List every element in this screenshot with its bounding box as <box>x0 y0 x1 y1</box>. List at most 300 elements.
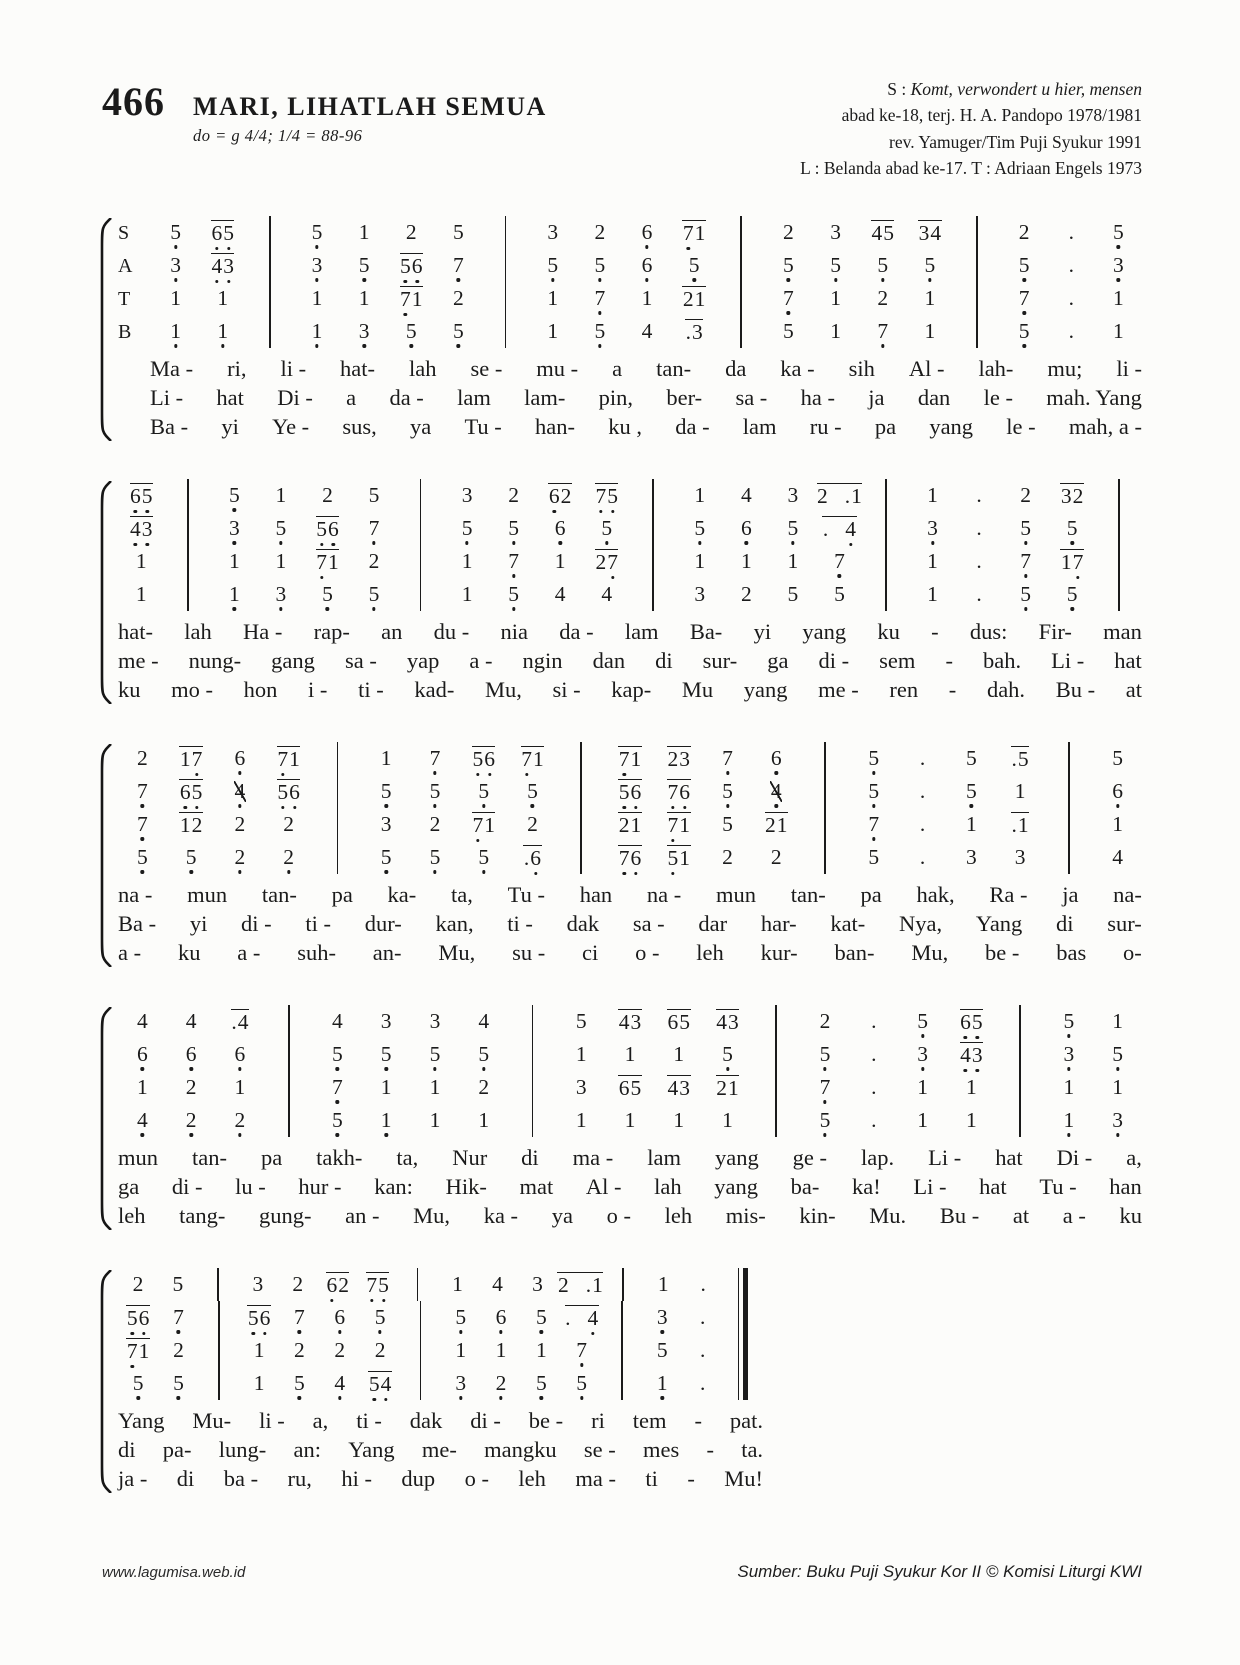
note-token <box>217 318 229 343</box>
lyric-syllable: leh <box>118 1203 146 1228</box>
note-token <box>137 745 149 770</box>
note-token <box>137 811 149 836</box>
lyric-syllable: sem <box>879 648 916 673</box>
note-digit: 1 <box>694 482 706 507</box>
lyric-syllable: han <box>1109 1174 1142 1199</box>
note-digit: 3 <box>358 318 370 343</box>
note-token <box>234 778 246 803</box>
note-digit: 1 <box>694 548 706 573</box>
note-token <box>1063 1107 1075 1132</box>
note-digit: 2 <box>137 745 148 770</box>
lyric-syllable: ku <box>1119 1203 1142 1228</box>
lyric-syllable: lah- <box>978 356 1014 381</box>
note-digit: 5 <box>380 1041 392 1066</box>
note-token <box>594 252 606 277</box>
note-token <box>1112 745 1124 770</box>
note-token <box>527 811 539 836</box>
note-token <box>819 1008 831 1033</box>
note-token <box>927 482 939 507</box>
note-token <box>557 1272 603 1297</box>
note-digit: 1 <box>380 1107 392 1132</box>
note-digit: 1 <box>924 285 936 310</box>
barline <box>775 1038 777 1071</box>
footer <box>102 1562 1142 1582</box>
note-token <box>547 285 559 310</box>
note-digit: 7 <box>173 1304 184 1329</box>
lyric-syllable: se - <box>583 1437 616 1462</box>
note-token <box>211 220 235 245</box>
note-digit: . <box>919 844 926 869</box>
lyric-syllable: tan- <box>191 1145 227 1170</box>
lyric-syllable: ru - <box>809 414 842 439</box>
note-digit: 5 <box>374 1304 386 1329</box>
note-digit: 1 <box>728 1076 739 1101</box>
lyric-syllable: Hik- <box>445 1174 487 1199</box>
note-token <box>455 1304 467 1329</box>
note-digit: 1 <box>554 548 566 573</box>
note-token <box>292 1271 304 1296</box>
lyric-syllable: suh- <box>297 940 336 965</box>
note-digit: . <box>685 320 691 345</box>
note-token <box>170 285 182 310</box>
note-digit: 2 <box>234 811 246 836</box>
note-digit: 2 <box>234 844 246 869</box>
note-digit: 3 <box>679 1076 690 1101</box>
note-token <box>783 318 795 343</box>
lyric-syllable: ja - <box>118 1466 148 1491</box>
lyric-syllable: dan <box>592 648 626 673</box>
note-digit: 2 <box>185 1074 197 1099</box>
note-digit: 2 <box>173 1337 184 1362</box>
lyric-syllable: an <box>381 619 403 644</box>
lyric-syllable: Yang <box>348 1437 395 1462</box>
barline <box>622 1268 624 1301</box>
note-digit: 2 <box>338 1273 349 1298</box>
barline <box>775 1071 777 1104</box>
note-token <box>472 812 496 837</box>
note-token <box>740 482 752 507</box>
note-token <box>960 1009 984 1034</box>
note-token <box>830 252 842 277</box>
note-token <box>179 746 203 771</box>
note-digit: 2 <box>334 1337 346 1362</box>
lyric-syllable: ti - <box>358 677 384 702</box>
note-digit: . <box>1011 747 1017 772</box>
note-digit: 7 <box>191 747 203 772</box>
barline <box>824 808 826 841</box>
barline <box>505 282 507 315</box>
note-digit: 1 <box>1113 318 1124 343</box>
note-digit: 7 <box>137 778 148 803</box>
note-token <box>641 252 653 277</box>
barline <box>740 282 742 315</box>
note-digit: 5 <box>1018 252 1030 277</box>
note-token <box>576 1370 588 1395</box>
note-digit: 5 <box>834 581 845 606</box>
note-token <box>924 285 936 310</box>
note-digit: 1 <box>135 548 147 573</box>
note-digit: 6 <box>137 1041 148 1066</box>
note-token <box>656 1370 668 1395</box>
note-token <box>1068 285 1074 310</box>
note-digit: 7 <box>594 285 606 310</box>
note-digit: 4 <box>770 778 782 803</box>
lyric-line <box>118 911 1142 940</box>
note-token <box>965 745 977 770</box>
lyric-syllable: mis- <box>725 1203 766 1228</box>
note-digit: 7 <box>618 846 630 871</box>
note-token <box>565 1305 599 1330</box>
note-token <box>618 779 642 804</box>
lyric-syllable: takh- <box>316 1145 363 1170</box>
note-digit: 1 <box>217 285 229 310</box>
voice-row <box>118 1268 763 1301</box>
note-token <box>179 779 203 804</box>
note-digit: 5 <box>332 1107 343 1132</box>
note-token <box>694 515 706 540</box>
note-token <box>472 746 496 771</box>
note-token <box>275 581 287 606</box>
note-digit: 1 <box>228 548 240 573</box>
voice-row <box>118 1334 763 1367</box>
note-digit: 6 <box>1112 778 1123 803</box>
lyric-syllable: ma - <box>575 1466 616 1491</box>
music-systems <box>102 216 1142 1495</box>
note-digit: 5 <box>173 1370 184 1395</box>
note-token <box>358 285 370 310</box>
note-token <box>380 844 392 869</box>
note-digit: 1 <box>138 1339 150 1364</box>
lyric-syllable: hi - <box>341 1466 372 1491</box>
lyric-syllable: di <box>118 1437 136 1462</box>
lyric-syllable: a - <box>469 648 493 673</box>
note-token <box>699 1337 706 1362</box>
note-token <box>527 778 539 803</box>
lyric-syllable: sur- <box>702 648 738 673</box>
lyric-syllable: ka! <box>852 1174 881 1199</box>
note-digit: 2 <box>234 1107 246 1132</box>
lyric-syllable: ku <box>877 619 900 644</box>
note-digit: 1 <box>965 811 977 836</box>
lyric-syllable: da <box>725 356 747 381</box>
lyric-syllable: Mu. <box>869 1203 907 1228</box>
note-digit: 7 <box>368 515 380 540</box>
note-token <box>976 581 982 606</box>
note-digit: 3 <box>547 219 559 244</box>
note-digit: 2 <box>191 813 203 838</box>
note-digit: 1 <box>135 581 147 606</box>
lyric-syllable: Mu, <box>484 677 522 702</box>
note-token <box>405 318 417 343</box>
note-token <box>641 318 653 343</box>
note-digit: 1 <box>624 1041 636 1066</box>
lyric-syllable: Di - <box>1056 1145 1093 1170</box>
lyric-syllable: ta, <box>396 1145 419 1170</box>
barline <box>288 1071 290 1104</box>
lyric-syllable: ba- <box>790 1174 820 1199</box>
note-token <box>126 1338 150 1363</box>
system-body <box>118 1268 763 1495</box>
note-token <box>927 515 939 540</box>
note-digit: 5 <box>247 1306 259 1331</box>
note-token <box>924 252 936 277</box>
note-digit: 3 <box>787 482 799 507</box>
note-digit: 3 <box>223 254 234 279</box>
note-token <box>535 1304 547 1329</box>
note-token <box>722 844 734 869</box>
lyric-syllable: tem <box>632 1408 667 1433</box>
note-token <box>819 1041 831 1066</box>
lyric-syllable: mo - <box>171 677 214 702</box>
note-token <box>871 1074 877 1099</box>
note-token <box>548 483 572 508</box>
lyric-syllable: sa - <box>735 385 768 410</box>
note-digit: 5 <box>601 515 613 540</box>
lyric-syllable: ku , <box>608 414 642 439</box>
music-system <box>102 1268 1142 1495</box>
note-token <box>283 844 295 869</box>
lyric-syllable: Ha - <box>242 619 283 644</box>
note-digit: 6 <box>740 515 752 540</box>
lyric-syllable: di <box>1056 911 1074 936</box>
lyric-syllable: Mu- <box>192 1408 232 1433</box>
note-digit: 5 <box>478 778 490 803</box>
lyric-syllable: mu - <box>536 356 579 381</box>
barline <box>337 808 339 841</box>
lyric-syllable: dak <box>409 1408 443 1433</box>
note-digit: 5 <box>1066 515 1078 540</box>
lyric-syllable: Nur <box>452 1145 488 1170</box>
lyric-syllable: sa - <box>632 911 665 936</box>
barline <box>532 1071 534 1104</box>
note-token <box>624 1041 636 1066</box>
lyric-syllable: mes <box>642 1437 680 1462</box>
note-digit: 5 <box>368 581 380 606</box>
lyric-syllable: sa - <box>344 648 377 673</box>
note-digit: 5 <box>368 1372 380 1397</box>
barline <box>532 1104 534 1137</box>
note-digit: . <box>822 517 829 542</box>
credits-block <box>800 76 1142 181</box>
lyric-syllable: kur- <box>760 940 798 965</box>
note-digit: 7 <box>521 747 532 772</box>
note-digit: 4 <box>211 254 223 279</box>
note-digit: 4 <box>554 581 566 606</box>
note-digit: 6 <box>334 1304 346 1329</box>
lyric-syllable: ku <box>177 940 201 965</box>
note-token <box>601 515 613 540</box>
voice-row <box>118 578 1142 611</box>
note-digit: 5 <box>277 780 289 805</box>
lyric-syllable: du - <box>433 619 470 644</box>
note-token <box>137 1074 149 1099</box>
note-token <box>429 1074 441 1099</box>
note-digit: 6 <box>259 1306 271 1331</box>
note-token <box>917 1008 929 1033</box>
note-digit: 6 <box>641 219 653 244</box>
note-token <box>976 515 982 540</box>
note-digit: 6 <box>554 515 566 540</box>
note-digit: 7 <box>294 1304 305 1329</box>
note-digit: 5 <box>722 1041 733 1066</box>
lyric-syllable: i - <box>308 677 328 702</box>
voice-row <box>118 282 1142 315</box>
note-digit: 1 <box>927 548 938 573</box>
lyric-syllable: Fir- <box>1038 619 1072 644</box>
note-token <box>770 778 782 803</box>
voice-row <box>118 808 1142 841</box>
note-token <box>172 1271 184 1296</box>
voice-label: T <box>118 287 131 310</box>
lyric-syllable: pa <box>260 1145 283 1170</box>
note-token <box>682 286 706 311</box>
note-token <box>478 778 490 803</box>
note-token <box>575 1107 587 1132</box>
note-token <box>380 1074 392 1099</box>
note-token <box>275 548 287 573</box>
note-token <box>374 1337 386 1362</box>
note-token <box>332 1074 344 1099</box>
note-digit: 2 <box>594 219 606 244</box>
barline <box>580 808 582 841</box>
note-digit: . <box>231 1010 237 1035</box>
lyric-syllable: Bu - <box>1055 677 1096 702</box>
barline <box>652 512 654 545</box>
note-token <box>429 1107 441 1132</box>
note-token <box>228 581 240 606</box>
note-digit: 6 <box>960 1010 971 1035</box>
note-token <box>453 285 465 310</box>
lyric-syllable: Li - <box>1051 648 1085 673</box>
note-digit: 4 <box>960 1043 971 1068</box>
system-brace-icon <box>98 1007 112 1230</box>
note-token <box>311 252 323 277</box>
music-system <box>102 1005 1142 1232</box>
note-digit: 4 <box>334 1370 346 1395</box>
lyric-syllable: lam <box>742 414 777 439</box>
note-token <box>919 745 926 770</box>
note-digit: 4 <box>641 318 653 343</box>
lyric-syllable: o- <box>1123 940 1142 965</box>
system-body <box>118 216 1142 443</box>
note-digit: 3 <box>656 1304 668 1329</box>
note-digit: 2 <box>132 1271 144 1296</box>
note-token <box>554 581 566 606</box>
final-barline-thin <box>738 1301 740 1334</box>
final-barline-thin <box>738 1334 740 1367</box>
note-digit: 1 <box>1060 550 1072 575</box>
note-digit: 2 <box>557 1273 569 1298</box>
note-digit: 4 <box>478 1008 490 1033</box>
note-digit: 1 <box>673 1107 685 1132</box>
lyric-syllable: a, <box>312 1408 329 1433</box>
note-token <box>1060 483 1084 508</box>
lyric-syllable: gang <box>271 648 315 673</box>
voice-label: B <box>118 320 132 343</box>
lyric-syllable: dup <box>401 1466 436 1491</box>
note-token <box>1068 318 1074 343</box>
lyric-syllable: Ba - <box>118 911 157 936</box>
note-token <box>667 746 691 771</box>
lyric-syllable: kin- <box>799 1203 836 1228</box>
note-token <box>722 1041 734 1066</box>
note-digit: 3 <box>1112 1107 1123 1132</box>
lyric-syllable: pa <box>860 882 882 907</box>
note-digit: 5 <box>722 811 733 836</box>
voice-row <box>118 1005 1142 1038</box>
lyric-syllable: kat- <box>830 911 866 936</box>
note-digit: 5 <box>378 1273 389 1298</box>
note-digit: 1 <box>411 287 423 312</box>
note-token <box>452 1271 464 1296</box>
note-digit: 1 <box>253 1370 265 1395</box>
note-token <box>380 811 392 836</box>
lyric-syllable: da - <box>559 619 594 644</box>
note-token <box>173 1337 185 1362</box>
note-token <box>316 516 340 541</box>
note-token <box>380 1008 392 1033</box>
lyric-syllable: mun <box>187 882 228 907</box>
note-digit: 5 <box>185 844 197 869</box>
lyric-syllable: mat <box>519 1174 554 1199</box>
note-digit: 1 <box>927 581 938 606</box>
credit-line-translation: abad ke-18, terj. H. A. Pandopo 1978/1981 <box>841 105 1142 126</box>
lyric-syllable: ya <box>551 1203 573 1228</box>
note-digit: . <box>919 745 926 770</box>
barline <box>269 315 271 348</box>
barline <box>976 315 978 348</box>
note-digit: 1 <box>495 1337 507 1362</box>
barline <box>288 1005 290 1038</box>
barline <box>621 1301 623 1334</box>
note-token <box>523 845 541 870</box>
note-token <box>694 482 706 507</box>
note-digit: 4 <box>601 581 613 606</box>
note-token <box>1112 1074 1124 1099</box>
note-token <box>217 285 229 310</box>
credit-line-source: S : Komt, verwondert u hier, mensen <box>887 79 1142 99</box>
note-token <box>667 779 691 804</box>
note-token <box>326 1272 350 1297</box>
note-digit: 7 <box>366 1273 378 1298</box>
note-digit: 1 <box>484 813 495 838</box>
note-digit: 4 <box>185 1008 197 1033</box>
note-token <box>547 252 559 277</box>
note-digit: 4 <box>740 482 752 507</box>
note-digit: 4 <box>845 517 856 542</box>
barline <box>187 479 189 512</box>
barline <box>652 545 654 578</box>
note-digit: . <box>919 811 926 836</box>
note-token <box>917 1041 929 1066</box>
note-digit: 2 <box>595 550 607 575</box>
note-token <box>688 252 700 277</box>
note-token <box>366 1272 390 1297</box>
lyric-syllable: han <box>579 882 613 907</box>
note-digit: . <box>699 1304 706 1329</box>
note-digit: . <box>871 1008 877 1033</box>
voice-row <box>118 1367 763 1400</box>
lyric-syllable: se - <box>470 356 503 381</box>
lyric-syllable: be - <box>528 1408 564 1433</box>
note-digit: 3 <box>728 1010 739 1035</box>
note-token <box>656 1337 668 1362</box>
note-token <box>722 778 734 803</box>
barline <box>885 545 887 578</box>
note-digit: 1 <box>917 1107 928 1132</box>
note-digit: 5 <box>1112 745 1123 770</box>
system-brace-icon <box>98 744 112 967</box>
